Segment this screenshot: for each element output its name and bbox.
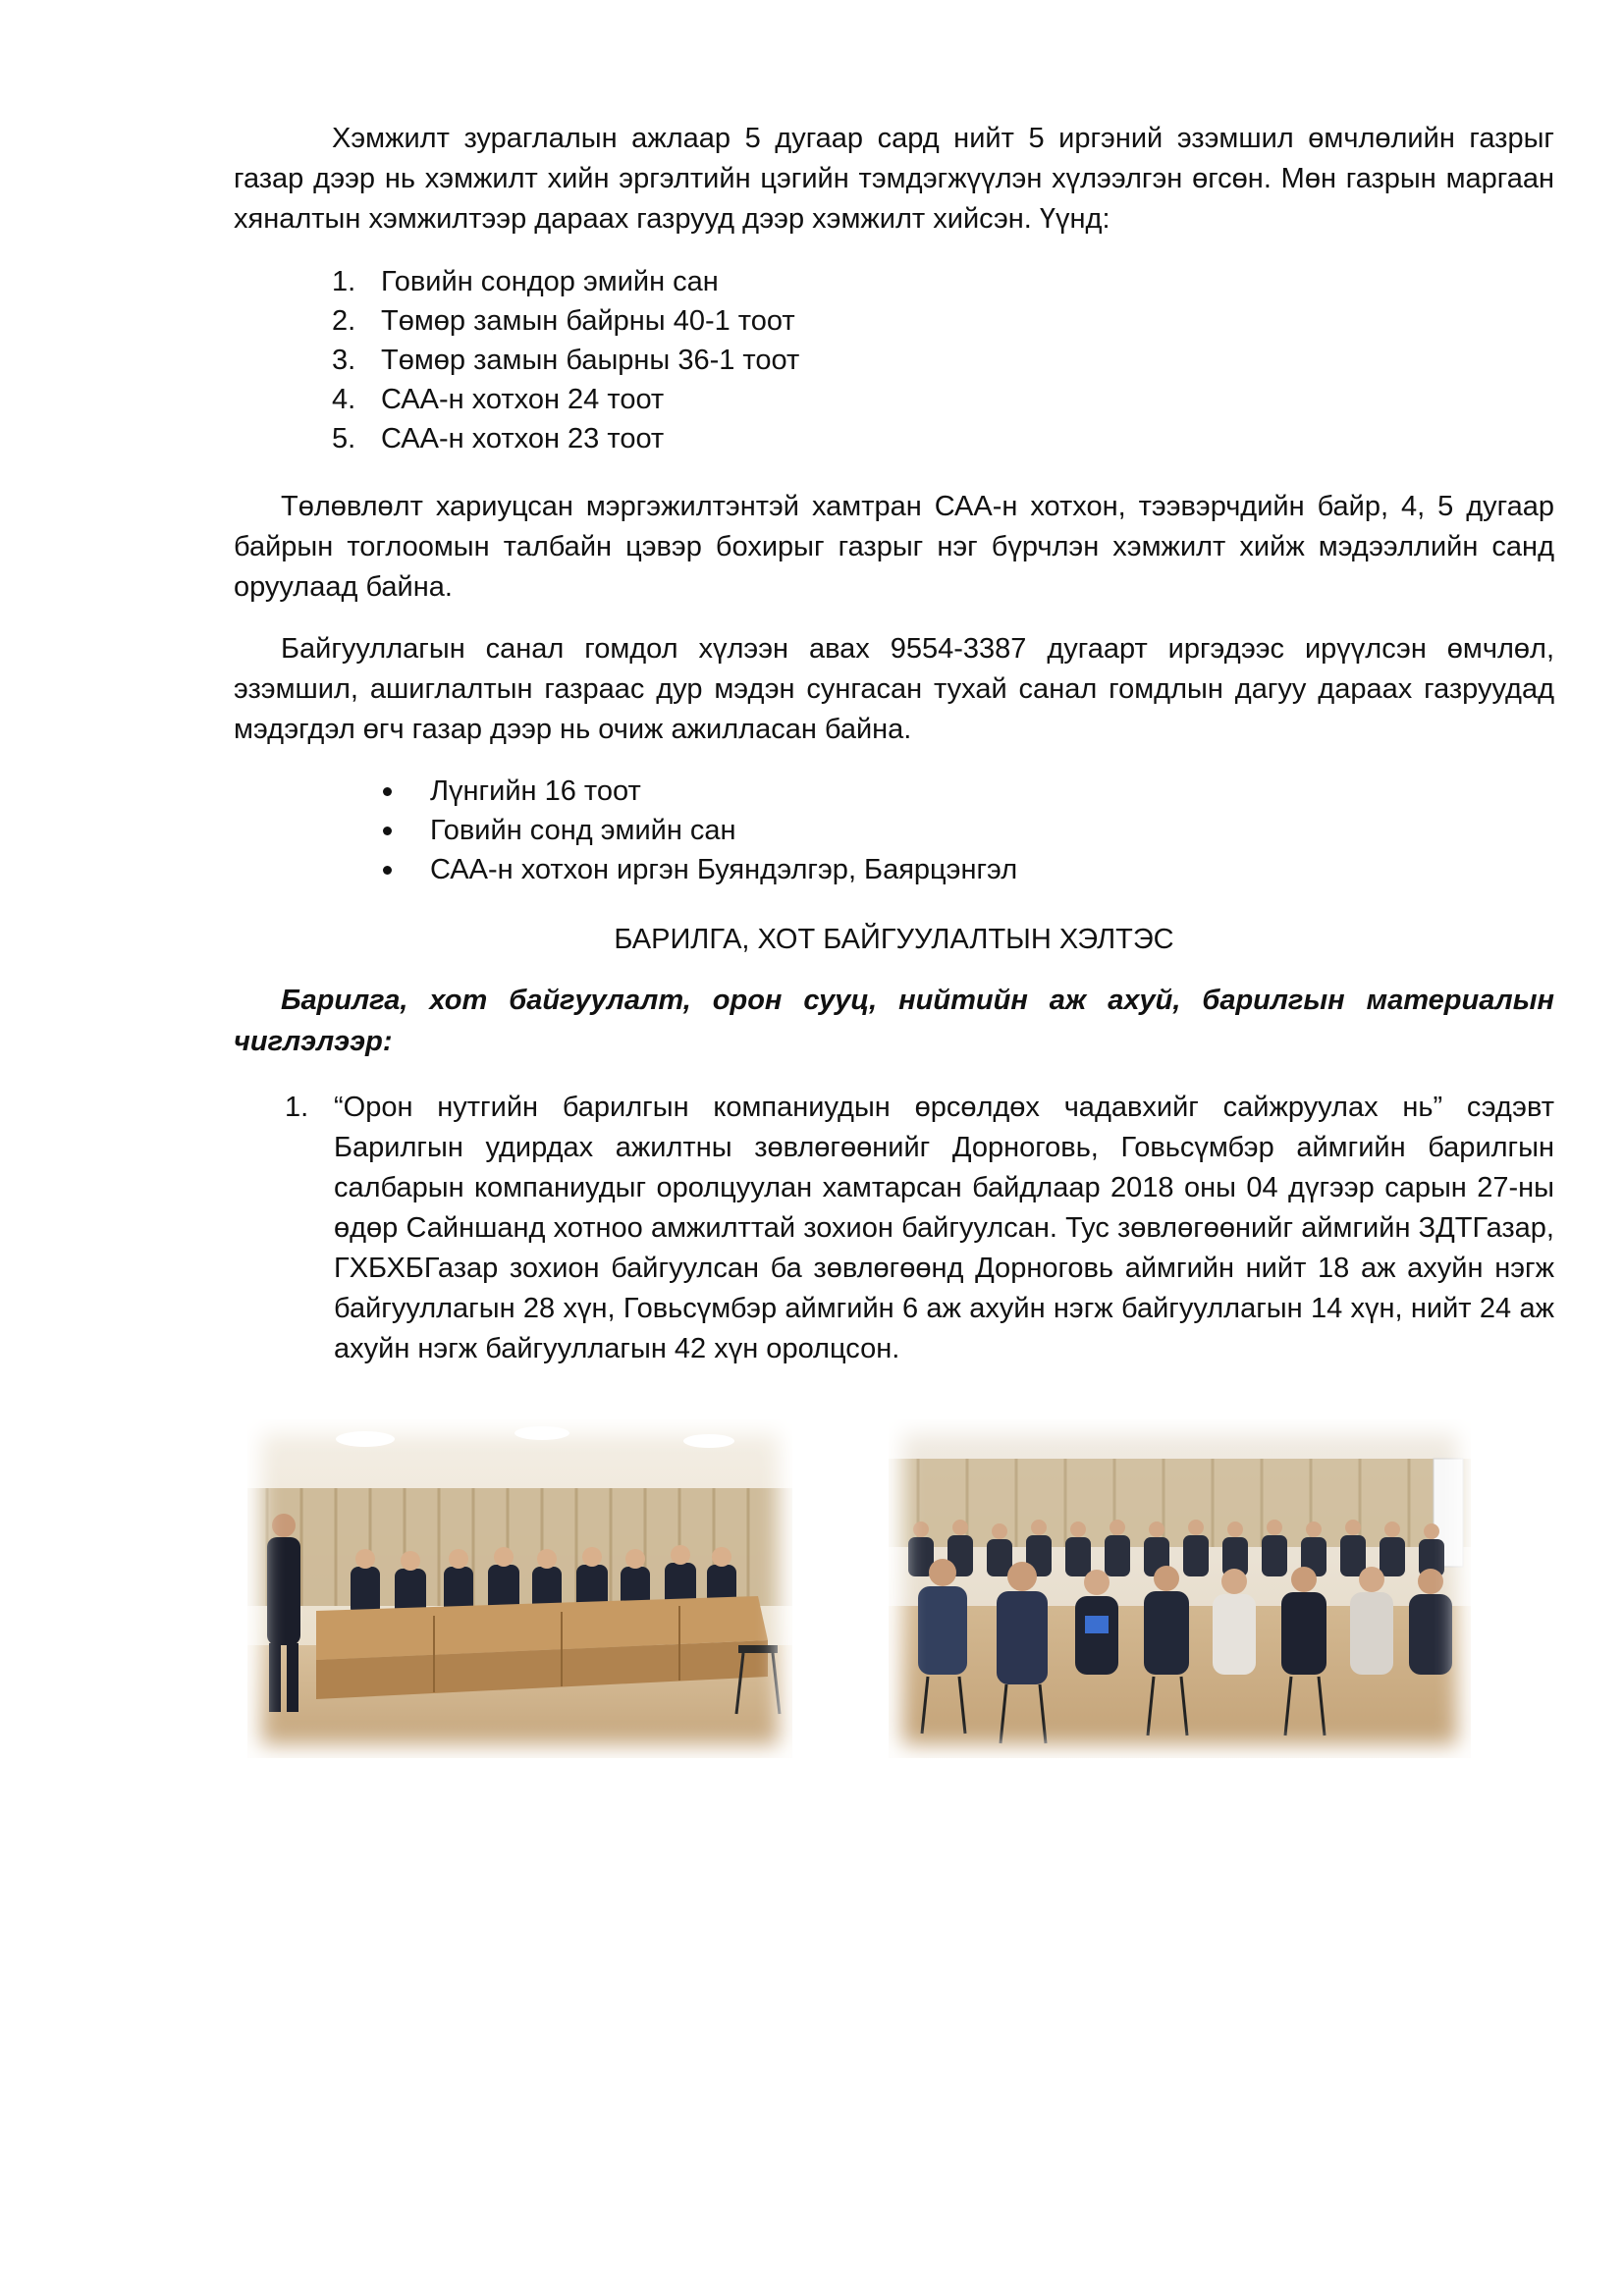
list-number: 2. <box>332 305 356 337</box>
photo-audience <box>889 1419 1471 1758</box>
list-text: САА-н хотхон иргэн Буяндэлгэр, Баярцэнгэл <box>430 854 1018 885</box>
photo-panel-table-image <box>247 1419 792 1758</box>
list-text: Төмөр замын баырны 36-1 тоот <box>381 345 800 376</box>
bullet-icon <box>383 827 392 835</box>
list-text: САА-н хотхон 24 тоот <box>381 384 665 415</box>
numbered-item-meeting <box>285 1088 1554 1369</box>
list-text: САА-н хотхон 23 тоот <box>381 423 665 454</box>
list-number: 4. <box>332 384 356 415</box>
list-number: 3. <box>332 345 356 376</box>
paragraph-survey: Хэмжилт зураглалын ажлаар 5 дугаар сард нийт 5 иргэний эзэмшил өмчлөлийн газрыг газар дээр нь хэмжилт хийн эргэлтийн цэгийн тэмдэгжүүлэн хүлээлгэн өгсөн. Мөн газрын маргаан хяналтын хэмжилтээр дараах газрууд дээр хэмжилт хийсэн. Үүнд: <box>234 123 1554 235</box>
list-text: Төмөр замын байрны 40-1 тоот <box>381 305 795 337</box>
section-subheading: Барилга, хот байгуулалт, орон сууц, нийтийн аж ахуй, барилгын материалын чиглэлээр: <box>234 985 1554 1057</box>
list-text: Говийн сонд эмийн сан <box>430 815 736 846</box>
section-heading: БАРИЛГА, ХОТ БАЙГУУЛАЛТЫН ХЭЛТЭС <box>614 924 1174 955</box>
list-number: 5. <box>332 423 356 454</box>
photo-panel-table <box>247 1419 792 1758</box>
meeting-description: “Орон нутгийн барилгын компаниудын өрсөлдөх чадавхийг сайжруулах нь” сэдэвт Барилгын удирдах ажилтны зөвлөгөөнийг Дорноговь, Говьсүмбэр аймгийн барилгын салбарын компаниудыг оролцуулан хамтарсан байдлаар 2018 оны 04 дүгээр сарын 27-ны өдөр Сайншанд хотноо амжилттай зохион байгуулсан. Тус зөвлөгөөнийг аймгийн ЗДТГазар, ГХБХБГазар зохион байгуулсан ба зөвлөгөөнд Дорноговь аймгийн нийт 18 аж ахуйн нэгж байгууллагын 28 хүн, Говьсүмбэр аймгийн 6 аж ахуйн нэгж байгууллагын 14 хүн, нийт 24 аж ахуйн нэгж байгууллагын 42 хүн оролцсон. <box>334 1092 1554 1364</box>
list-number: 1. <box>332 266 356 297</box>
bullet-icon <box>383 866 392 875</box>
photo-audience-image <box>889 1419 1471 1758</box>
paragraph-complaints: Байгууллагын санал гомдол хүлээн авах 9554-3387 дугаарт иргэдээс ирүүлсэн өмчлөл, эзэмшил, ашиглалтын газраас дур мэдэн сунгасан тухай санал гомдлын дагуу дараах газруудад мэдэгдэл өгч газар дээр нь очиж ажилласан байна. <box>234 633 1554 745</box>
bullet-icon <box>383 787 392 796</box>
list-text: Говийн сондор эмийн сан <box>381 266 719 297</box>
list-text: Лүнгийн 16 тоот <box>430 775 641 807</box>
list-number: 1. <box>285 1092 309 1123</box>
paragraph-planning: Төлөвлөлт хариуцсан мэргэжилтэнтэй хамтран САА-н хотхон, тээвэрчдийн байр, 4, 5 дугаар байрын тоглоомын талбайн цэвэр бохирыг газрыг нэг бүрчлэн хэмжилт хийж мэдээллийн санд оруулаад байна. <box>234 491 1554 603</box>
